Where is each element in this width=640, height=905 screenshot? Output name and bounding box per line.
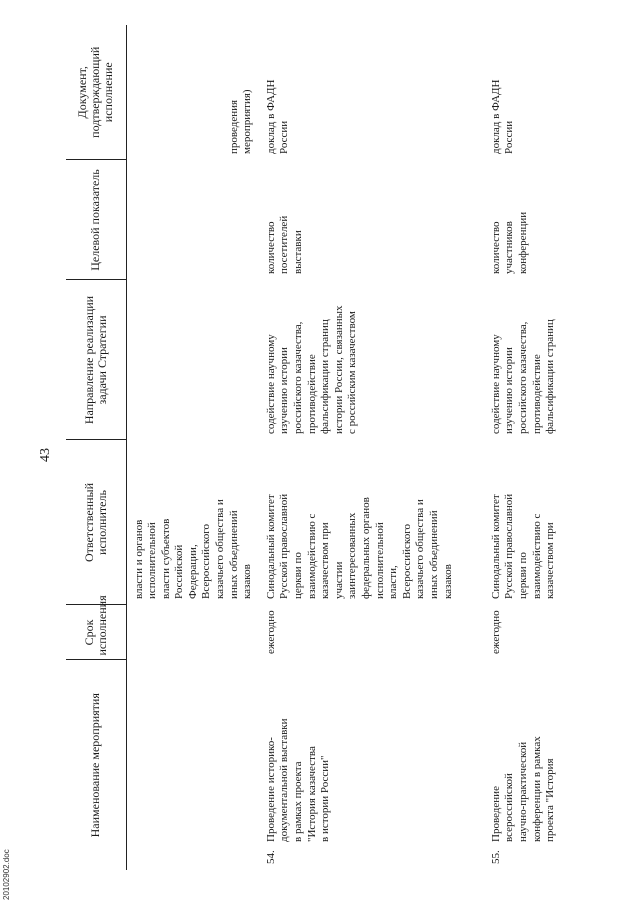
cell-indicator bbox=[126, 160, 259, 280]
event-name: Проведение всероссийской научно-практической конференции в рамках проекта "История bbox=[489, 736, 557, 842]
table-row bbox=[259, 25, 484, 870]
rotated-table-container bbox=[66, 25, 557, 870]
header-document: Документ, подтверждающий исполнение bbox=[66, 25, 126, 160]
cell-direction: содействие научному изучению истории российского казачества, противодействие фальсификации страниц истории России, связанных с российским казачеством bbox=[264, 305, 359, 434]
cell-indicator: количество участников конференции bbox=[489, 211, 530, 274]
cell-direction: содействие научному изучению истории российского казачества, противодействие фальсификации страниц bbox=[489, 319, 557, 434]
header-name: Наименование мероприятия bbox=[66, 660, 126, 870]
header-indicator: Целевой показатель bbox=[66, 160, 126, 280]
table-row bbox=[484, 25, 558, 870]
table-header-row bbox=[66, 25, 126, 870]
row-number: 55. bbox=[489, 850, 502, 864]
cell-name bbox=[126, 660, 259, 870]
cell-responsible: власти и органов исполнительной власти субъектов Российской Федерации, Всероссийского казачьего общества и иных объединений казаков bbox=[132, 499, 254, 599]
cell-term bbox=[126, 605, 259, 660]
header-direction: Направление реализации задачи Стратегии bbox=[66, 280, 126, 440]
header-term: Срок исполнения bbox=[66, 605, 126, 660]
header-responsible: Ответственный исполнитель bbox=[66, 440, 126, 605]
cell-indicator: количество посетителей выставки bbox=[264, 215, 305, 274]
table-row bbox=[126, 25, 259, 870]
cell-document: проведения мероприятия) bbox=[227, 89, 254, 154]
cell-term: ежегодно bbox=[489, 610, 502, 654]
event-name: Проведение историко- документальной выставки в рамках проекта "История казачества в истории России" bbox=[264, 718, 332, 842]
cell-responsible: Синодальный комитет Русской православной церкви по взаимодействию с казачеством при участии заинтересованных федеральных органов исполнительной власти, Всероссийского казачьего общества и иных объединений казаков bbox=[264, 493, 454, 599]
cell-term: ежегодно bbox=[264, 610, 277, 654]
page-number: 43 bbox=[38, 448, 53, 462]
cell-direction bbox=[126, 280, 259, 440]
events-table bbox=[66, 25, 558, 870]
cell-name bbox=[259, 660, 484, 870]
file-name-footer: 20102902.doc bbox=[2, 849, 11, 900]
row-number: 54. bbox=[264, 850, 277, 864]
cell-document: доклад в ФАДН России bbox=[264, 79, 291, 154]
cell-document: доклад в ФАДН России bbox=[489, 79, 516, 154]
cell-name bbox=[484, 660, 558, 870]
cell-responsible: Синодальный комитет Русской православной церкви по взаимодействию с казачеством при bbox=[489, 493, 557, 599]
